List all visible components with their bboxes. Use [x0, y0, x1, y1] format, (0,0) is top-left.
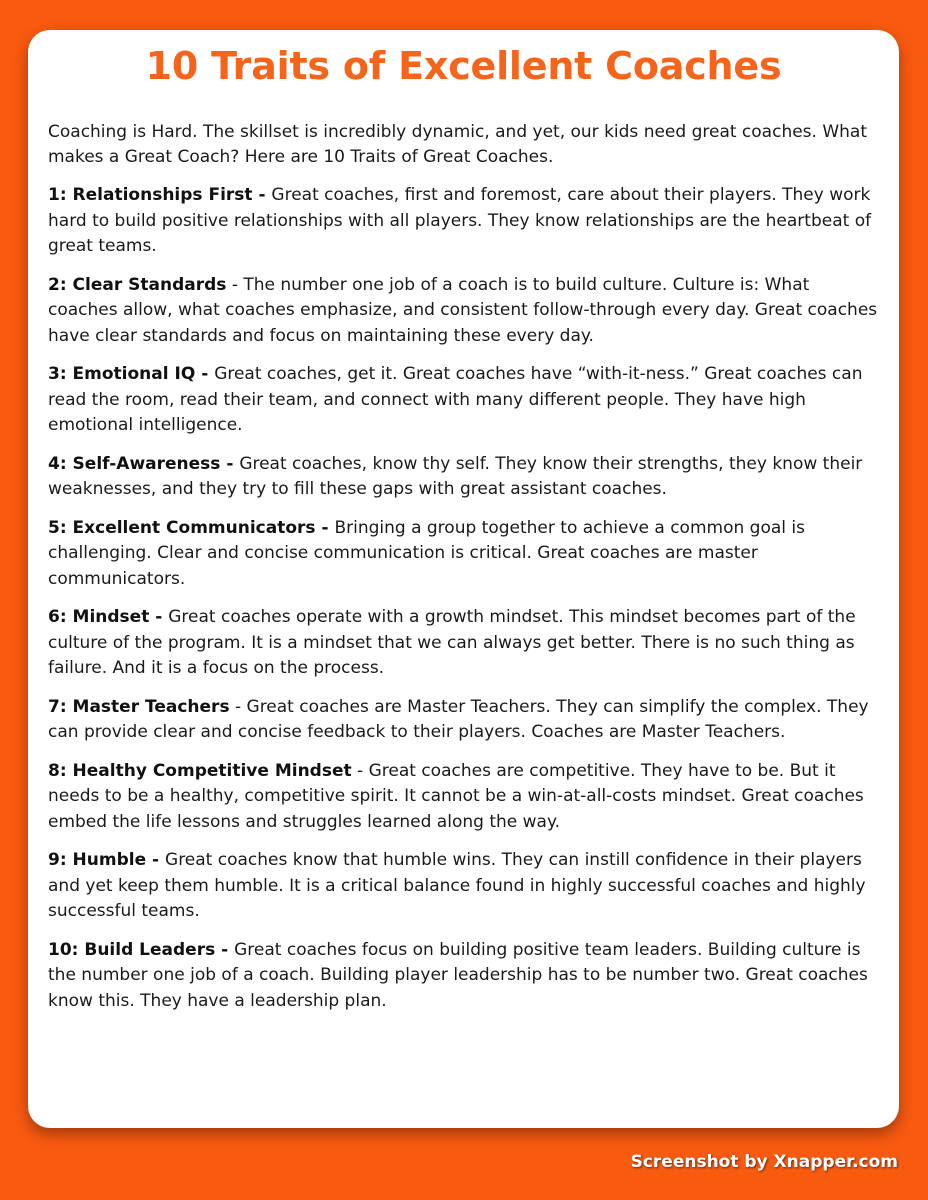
trait-description: Great coaches, get it. Great coaches have “with-it-ness.” Great coaches can read the room, read their team, and connect with many different people. They have high emotional intelligence.	[48, 364, 863, 435]
intro-paragraph: Coaching is Hard. The skillset is incredibly dynamic, and yet, our kids need great coaches. What makes a Great Coach? Here are 10 Traits of Great Coaches.	[48, 122, 868, 167]
trait-description: Great coaches focus on building positive team leaders. Building culture is the number one job of a coach. Building player leadership has to be number two. Great coaches know this. They have a leadership plan.	[48, 939, 868, 1011]
trait-name: 4: Self-Awareness -	[48, 453, 240, 474]
trait-name: 5: Excellent Communicators -	[48, 517, 335, 538]
trait-name: 8: Healthy Competitive Mindset	[48, 760, 352, 781]
trait-item	[48, 605, 879, 682]
trait-item	[48, 759, 879, 836]
trait-name: 9: Humble -	[48, 850, 166, 870]
trait-item	[48, 695, 879, 746]
trait-item	[48, 183, 879, 260]
document-title: 10 Traits of Excellent Coaches	[145, 44, 782, 88]
trait-name: 6: Mindset -	[48, 607, 169, 627]
trait-item	[48, 516, 879, 593]
trait-name: 1: Relationships First -	[48, 185, 272, 205]
trait-description: Great coaches know that humble wins. They can instill confidence in their players and yet keep them humble. It is a critical balance found in highly successful coaches and highly successful teams.	[48, 850, 866, 921]
trait-description: Great coaches, first and foremost, care about their players. They work hard to build positive relationships with all players. They know relationships are the heartbeat of great teams.	[48, 185, 872, 256]
trait-item	[48, 938, 879, 1015]
trait-description: Great coaches operate with a growth mindset. This mindset becomes part of the culture of the program. It is a mindset that we can always get better. There is no such thing as failure. And it is a focus on the process.	[48, 607, 856, 678]
trait-name: 3: Emotional IQ -	[48, 364, 215, 384]
trait-description: Bringing a group together to achieve a common goal is challenging. Clear and concise communication is critical. Great coaches are master communicators.	[48, 517, 805, 589]
traits-list	[48, 183, 879, 1014]
trait-item	[48, 273, 879, 350]
trait-item	[48, 452, 879, 503]
trait-item	[48, 362, 879, 439]
trait-name: 2: Clear Standards	[48, 274, 227, 295]
trait-description: - The number one job of a coach is to build culture. Culture is: What coaches allow, what coaches emphasize, and consistent follow-through every day. Great coaches have clear standards and focus on maintaining these every day.	[48, 274, 878, 346]
document-card	[28, 30, 899, 1128]
trait-item	[48, 848, 879, 925]
trait-description: - Great coaches are competitive. They have to be. But it needs to be a healthy, competitive spirit. It cannot be a win-at-all-costs mindset. Great coaches embed the life lessons and struggles learned along the way.	[48, 760, 864, 832]
watermark: Screenshot by Xnapper.com	[630, 1152, 898, 1172]
trait-name: 7: Master Teachers	[48, 696, 230, 717]
trait-description: Great coaches, know thy self. They know their strengths, they know their weaknesses, and they try to fill these gaps with great assistant coaches.	[48, 453, 863, 499]
trait-name: 10: Build Leaders -	[48, 939, 235, 960]
trait-description: - Great coaches are Master Teachers. They can simplify the complex. They can provide clear and concise feedback to their players. Coaches are Master Teachers.	[48, 696, 869, 742]
